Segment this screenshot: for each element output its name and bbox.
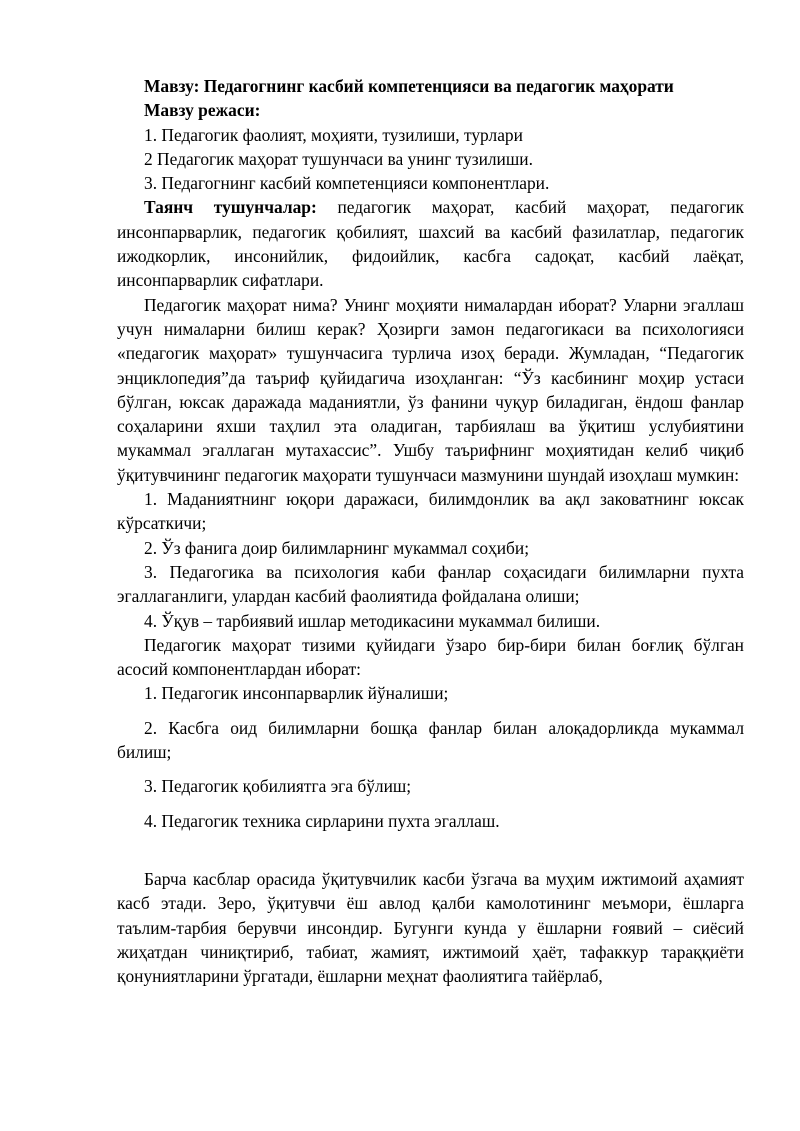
component-item: 3. Педагогик қобилиятга эга бўлиш;	[144, 776, 412, 797]
body-paragraph: Педагогик маҳорат нима? Унинг моҳияти нималардан иборат? Уларни эгаллаш учун нималарни билиш керак? Ҳозирги замон педагогикаси ва психологияси «педагогик маҳорат» тушунчасига турлича изоҳ беради. Жумладан, “Педагогик энциклопедия”да таъриф қуйидагича изоҳланган: “Ўз касбининг моҳир устаси бўлган, юксак даражада маданиятли, ўз фанини чуқур биладиган, ёндош фанлар соҳаларини яхши таҳлил эта оладиган, тарбиялаш ва ўқитиш услубиятини мукаммал эгаллаган мутахассис”. Ушбу таърифнинг моҳиятидан келиб чиқиб ўқитувчининг педагогик маҳорати тушунчаси мазмунини шундай изоҳлаш мумкин:	[117, 294, 744, 485]
plan-item: 3. Педагогнинг касбий компетенцияси компонентлари.	[144, 173, 550, 194]
component-item: 1. Педагогик инсонпарварлик йўналиши;	[144, 683, 449, 704]
component-item: 2. Касбга оид билимларни бошқа фанлар билан алоқадорликда мукаммал билиш;	[117, 717, 744, 763]
plan-item: 2 Педагогик маҳорат тушунчаси ва унинг тузилиши.	[144, 148, 533, 169]
document-page	[117, 74, 744, 988]
list-item: 3. Педагогика ва психология каби фанлар соҳасидаги билимларни пухта эгаллаганлиги, улардан касбий фаолиятида фойдалана олиши;	[117, 561, 744, 607]
key-concepts-paragraph	[117, 195, 744, 292]
document-title: Мавзу: Педагогнинг касбий компетенцияси ва педагогик маҳорати	[144, 76, 674, 96]
component-item: 4. Педагогик техника сирларини пухта эгаллаш.	[144, 810, 500, 831]
key-concepts-label: Таянч тушунчалар:	[144, 197, 317, 218]
body-paragraph: Педагогик маҳорат тизими қуйидаги ўзаро бир-бири билан боғлиқ бўлган асосий компонентлардан иборат:	[117, 634, 744, 680]
key-concepts-text: педагогик маҳорат, касбий маҳорат, педагогик инсонпарварлик, педагогик қобилият, шахсий ва касбий фазилатлар, педагогик ижодкорлик, инсонийлик, фидоийлик, касбга садоқат, касбий лаёқат, инсонпарварлик сифатлари.	[117, 197, 744, 291]
body-paragraph: Барча касблар орасида ўқитувчилик касби ўзгача ва муҳим ижтимоий аҳамият касб этади. Зеро, ўқитувчи ёш авлод қалби камолотининг меъмори, ёшларга таълим-тарбия берувчи инсондир. Бугунги кунда у ёшларни ғоявий – сиёсий жиҳатдан чиниқтириб, табиат, жамият, ижтимоий ҳаёт, тафаккур тараққиёти қонуниятларини ўргатади, ёшларни меҳнат фаолиятига тайёрлаб,	[117, 868, 744, 987]
plan-heading: Мавзу режаси:	[144, 100, 261, 121]
list-item: 2. Ўз фанига доир билимларнинг мукаммал соҳиби;	[144, 537, 530, 558]
plan-item: 1. Педагогик фаолият, моҳияти, тузилиши, турлари	[144, 124, 523, 145]
list-item: 4. Ўқув – тарбиявий ишлар методикасини мукаммал билиши.	[144, 610, 601, 631]
list-item: 1. Маданиятнинг юқори даражаси, билимдонлик ва ақл заковатнинг юксак кўрсаткичи;	[117, 489, 744, 534]
